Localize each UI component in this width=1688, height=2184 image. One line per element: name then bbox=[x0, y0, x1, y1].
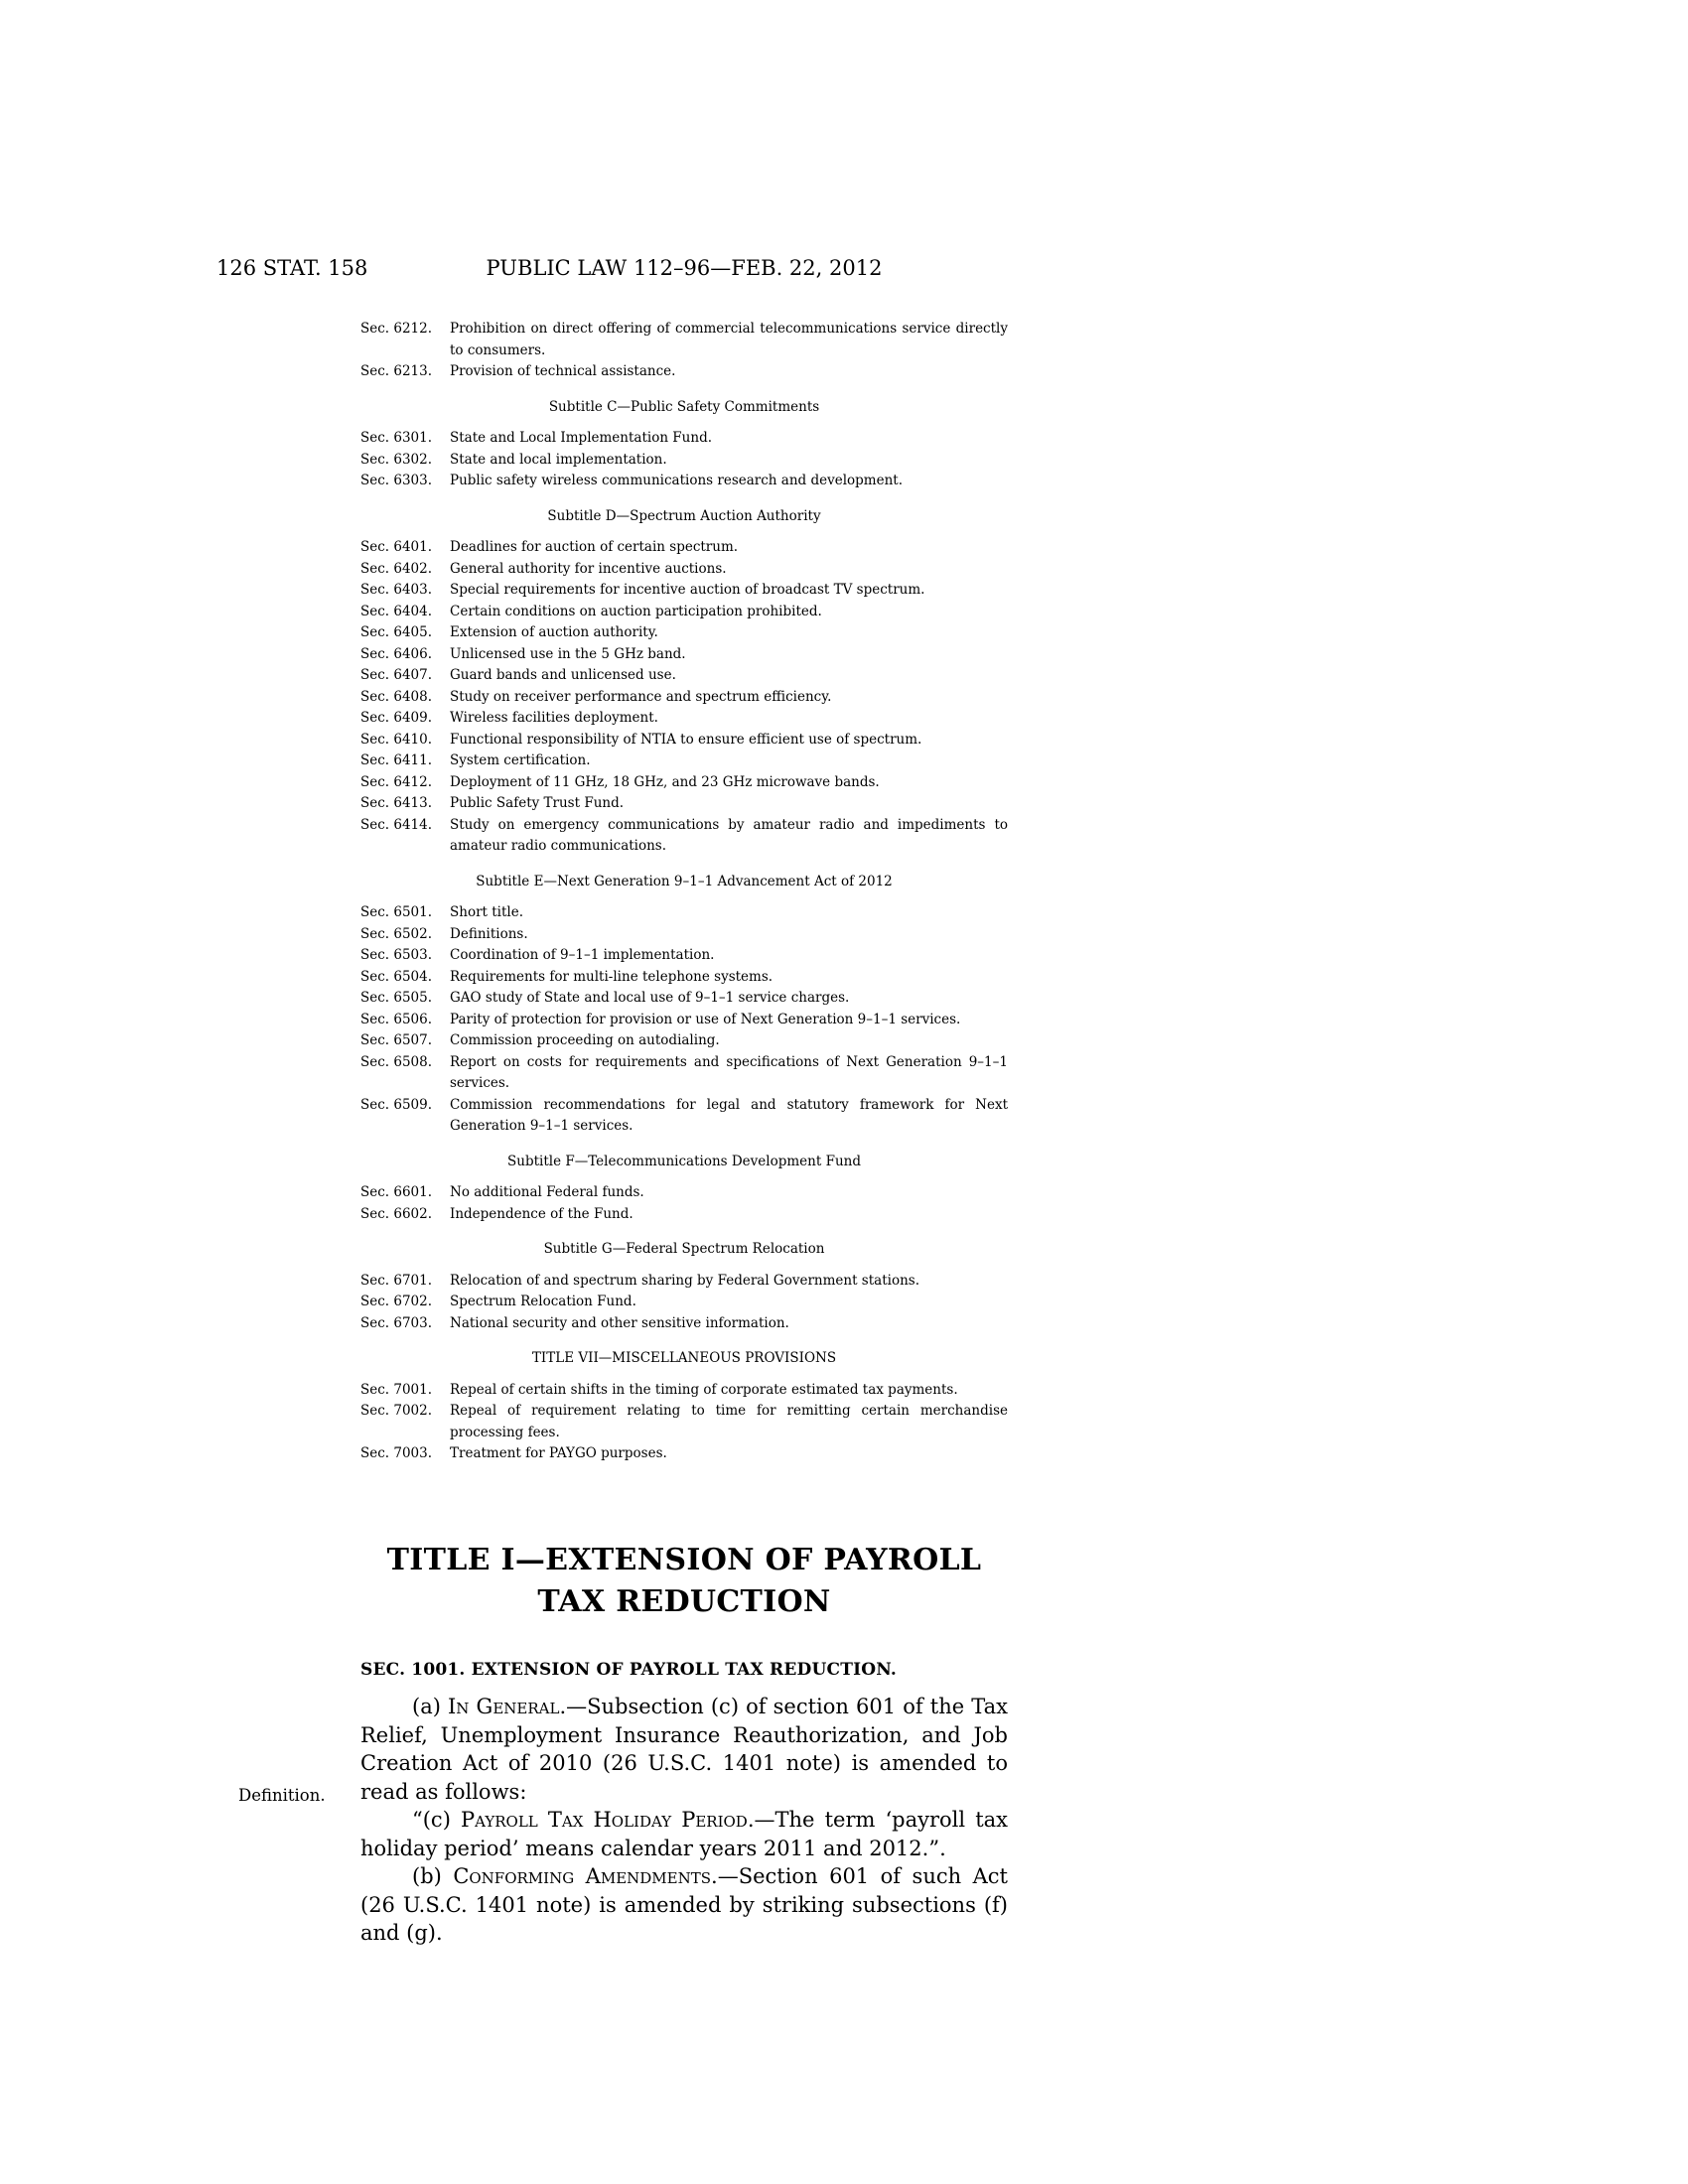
toc-entry-number: Sec. 6702. bbox=[360, 1294, 433, 1309]
toc-entry-text: Commission proceeding on autodialing. bbox=[450, 1032, 720, 1048]
toc-entry-text: Spectrum Relocation Fund. bbox=[450, 1294, 636, 1309]
toc-entry-number: Sec. 6405. bbox=[360, 624, 433, 640]
toc-entry-text: Special requirements for incentive auction of broadcast TV spectrum. bbox=[450, 582, 925, 598]
toc-entry bbox=[360, 1095, 1008, 1138]
toc-entry bbox=[360, 602, 1008, 623]
toc-entry bbox=[360, 1292, 1008, 1313]
toc-entry-text: Certain conditions on auction participation prohibited. bbox=[450, 603, 822, 619]
toc-entry-number: Sec. 6414. bbox=[360, 816, 433, 833]
toc-entry-number: Sec. 6502. bbox=[360, 925, 433, 942]
toc-entry-number: Sec. 6701. bbox=[360, 1272, 433, 1289]
toc-entry bbox=[360, 1380, 1008, 1402]
toc-entry-number: Sec. 6506. bbox=[360, 1011, 433, 1027]
paragraph-a-smallcaps: In General bbox=[448, 1695, 560, 1718]
paragraph-b-smallcaps: Conforming Amendments bbox=[453, 1864, 712, 1888]
toc-entry-text: Report on costs for requirements and specifications of Next Generation 9–1–1 services. bbox=[450, 1053, 1008, 1091]
paragraph-a-text: .—Subsection (c) of section 601 of the Tax Relief, Unemployment Insurance Reauthorization, and Job Creation Act of 2010 (26 U.S.C. 1401 note) is amended to read as follows: bbox=[360, 1695, 1008, 1804]
toc-entry-text: Provision of technical assistance. bbox=[450, 363, 676, 379]
toc-entry-number: Sec. 6404. bbox=[360, 603, 433, 619]
toc-entry-text: Public Safety Trust Fund. bbox=[450, 795, 625, 811]
toc-entry bbox=[360, 793, 1008, 815]
toc-entry-number: Sec. 7001. bbox=[360, 1381, 433, 1398]
toc-entry-number: Sec. 6403. bbox=[360, 582, 433, 598]
toc-entry-text: GAO study of State and local use of 9–1–1 service charges. bbox=[450, 990, 850, 1006]
toc-entry-number: Sec. 6413. bbox=[360, 795, 433, 811]
toc-entry-number: Sec. 6406. bbox=[360, 645, 433, 662]
toc-entry bbox=[360, 665, 1008, 687]
toc-entry-text: Functional responsibility of NTIA to ensure efficient use of spectrum. bbox=[450, 731, 922, 748]
toc-entry bbox=[360, 988, 1008, 1010]
toc-entry-number: Sec. 6410. bbox=[360, 731, 433, 748]
toc-entry-number: Sec. 6508. bbox=[360, 1053, 433, 1070]
toc-entry-number: Sec. 7003. bbox=[360, 1445, 433, 1461]
paragraph-a bbox=[360, 1693, 1008, 1806]
toc-entry bbox=[360, 428, 1008, 450]
toc-entry bbox=[360, 902, 1008, 924]
toc-entry-text: Deadlines for auction of certain spectrum. bbox=[450, 539, 739, 555]
paragraph-c-label: “(c) bbox=[412, 1808, 461, 1832]
toc-entry-number: Sec. 6601. bbox=[360, 1184, 433, 1200]
toc-entry-text: No additional Federal funds. bbox=[450, 1184, 644, 1200]
toc-entry-number: Sec. 6503. bbox=[360, 947, 433, 963]
toc-entry-text: National security and other sensitive information. bbox=[450, 1314, 789, 1331]
toc-entry-number: Sec. 6408. bbox=[360, 688, 433, 705]
toc-subtitle-heading: Subtitle D—Spectrum Auction Authority bbox=[547, 507, 821, 524]
toc-entry bbox=[360, 708, 1008, 730]
toc-entry-text: Treatment for PAYGO purposes. bbox=[450, 1445, 667, 1461]
toc-entry-text: System certification. bbox=[450, 752, 591, 768]
toc-entry-text: Requirements for multi-line telephone systems. bbox=[450, 968, 774, 985]
toc-entry-text: Prohibition on direct offering of commercial telecommunications service directly to consumers. bbox=[450, 321, 1008, 358]
toc-entry bbox=[360, 924, 1008, 946]
toc-entry-text: State and Local Implementation Fund. bbox=[450, 430, 713, 446]
toc-entry bbox=[360, 1313, 1008, 1335]
toc-entry-number: Sec. 6303. bbox=[360, 473, 433, 488]
paragraph-b-text: .—Section 601 of such Act (26 U.S.C. 1401 note) is amended by striking subsections (f) and (g). bbox=[360, 1864, 1008, 1945]
toc-subtitle-heading: Subtitle F—Telecommunications Development Fund bbox=[507, 1153, 861, 1169]
paragraph-b-label: (b) bbox=[412, 1864, 454, 1888]
paragraph-b bbox=[360, 1862, 1008, 1948]
toc-entry-text: Deployment of 11 GHz, 18 GHz, and 23 GHz microwave bands. bbox=[450, 773, 880, 790]
toc-entry bbox=[360, 1182, 1008, 1204]
toc-entry-number: Sec. 6301. bbox=[360, 430, 433, 446]
toc-entry bbox=[360, 945, 1008, 967]
toc-entry-text: Commission recommendations for legal and statutory framework for Next Generation 9–1–1 services. bbox=[450, 1096, 1008, 1134]
toc-subtitle-heading: Subtitle G—Federal Spectrum Relocation bbox=[543, 1241, 825, 1257]
toc-entry-text: Wireless facilities deployment. bbox=[450, 710, 658, 726]
toc-entry-number: Sec. 6505. bbox=[360, 990, 433, 1006]
toc-entry bbox=[360, 1030, 1008, 1052]
body-text bbox=[360, 1693, 1008, 1948]
toc-entry-number: Sec. 6401. bbox=[360, 539, 433, 555]
toc-entry-number: Sec. 6501. bbox=[360, 904, 433, 920]
toc-entry-text: Extension of auction authority. bbox=[450, 624, 658, 640]
toc-entry-number: Sec. 6602. bbox=[360, 1205, 433, 1222]
toc-entry bbox=[360, 471, 1008, 492]
toc-entry-text: Coordination of 9–1–1 implementation. bbox=[450, 947, 715, 963]
toc-entry-text: State and local implementation. bbox=[450, 451, 667, 468]
toc-entry-text: Repeal of requirement relating to time for remitting certain merchandise processing fees. bbox=[450, 1403, 1008, 1440]
toc-entry bbox=[360, 537, 1008, 559]
toc-entry-text: Independence of the Fund. bbox=[450, 1205, 633, 1222]
toc-entry-text: Short title. bbox=[450, 904, 524, 920]
toc-entry-text: General authority for incentive auctions. bbox=[450, 560, 727, 577]
toc-entry-text: Relocation of and spectrum sharing by Federal Government stations. bbox=[450, 1272, 919, 1289]
toc-entry-number: Sec. 6302. bbox=[360, 451, 433, 468]
toc-entry-number: Sec. 7002. bbox=[360, 1403, 433, 1419]
toc-entry-number: Sec. 6407. bbox=[360, 667, 433, 683]
section-1001-heading: SEC. 1001. EXTENSION OF PAYROLL TAX REDUCTION. bbox=[360, 1660, 898, 1680]
toc-entry bbox=[360, 730, 1008, 751]
stat-page-number: 126 STAT. 158 bbox=[216, 256, 368, 280]
paragraph-c-smallcaps: Payroll Tax Holiday Period bbox=[460, 1808, 748, 1832]
toc-entry-number: Sec. 6412. bbox=[360, 773, 433, 790]
toc-entry-text: Guard bands and unlicensed use. bbox=[450, 667, 676, 683]
toc-entry bbox=[360, 580, 1008, 602]
toc-entry-number: Sec. 6509. bbox=[360, 1096, 433, 1113]
toc-entry bbox=[360, 687, 1008, 709]
paragraph-c-text: .—The term ‘payroll tax holiday period’ means calendar years 2011 and 2012.”. bbox=[360, 1808, 1009, 1860]
law-title: PUBLIC LAW 112–96—FEB. 22, 2012 bbox=[486, 256, 883, 280]
toc-subtitle-heading: Subtitle C—Public Safety Commitments bbox=[548, 398, 820, 415]
toc-entry bbox=[360, 751, 1008, 772]
toc-entry-number: Sec. 6409. bbox=[360, 710, 433, 726]
toc-entry bbox=[360, 361, 1008, 383]
title-i-heading: TITLE I—EXTENSION OF PAYROLL TAX REDUCTION bbox=[386, 1543, 982, 1619]
toc-entry-text: Unlicensed use in the 5 GHz band. bbox=[450, 645, 686, 662]
toc-entry bbox=[360, 815, 1008, 858]
toc-entry bbox=[360, 559, 1008, 581]
toc-entry-number: Sec. 6703. bbox=[360, 1314, 433, 1331]
toc-entry bbox=[360, 1204, 1008, 1226]
paragraph-c-quoted bbox=[360, 1806, 1008, 1862]
paragraph-a-label: (a) bbox=[412, 1695, 449, 1718]
toc-entry-text: Repeal of certain shifts in the timing of corporate estimated tax payments. bbox=[450, 1381, 958, 1398]
toc-entry-number: Sec. 6212. bbox=[360, 321, 433, 337]
margin-note-definition: Definition. bbox=[238, 1786, 326, 1805]
toc-entry bbox=[360, 1010, 1008, 1031]
toc-entry-number: Sec. 6411. bbox=[360, 752, 433, 768]
toc-entry bbox=[360, 450, 1008, 472]
toc-subtitle-heading: Subtitle E—Next Generation 9–1–1 Advancement Act of 2012 bbox=[476, 873, 893, 889]
toc-entry bbox=[360, 622, 1008, 644]
toc-entry-text: Parity of protection for provision or use of Next Generation 9–1–1 services. bbox=[450, 1011, 961, 1027]
toc-entry bbox=[360, 772, 1008, 794]
table-of-contents bbox=[360, 319, 1008, 1465]
toc-entry-text: Study on emergency communications by amateur radio and impediments to amateur radio communications. bbox=[450, 816, 1008, 854]
toc-entry bbox=[360, 967, 1008, 989]
toc-entry-text: Study on receiver performance and spectrum efficiency. bbox=[450, 688, 832, 705]
toc-entry-number: Sec. 6504. bbox=[360, 968, 433, 985]
toc-entry bbox=[360, 1271, 1008, 1293]
toc-entry bbox=[360, 1052, 1008, 1095]
toc-entry-text: Definitions. bbox=[450, 925, 528, 942]
toc-title-heading: TITLE VII—MISCELLANEOUS PROVISIONS bbox=[531, 1350, 837, 1366]
toc-entry-number: Sec. 6402. bbox=[360, 560, 433, 577]
toc-entry-number: Sec. 6213. bbox=[360, 363, 433, 379]
toc-entry bbox=[360, 644, 1008, 666]
toc-entry bbox=[360, 1443, 1008, 1465]
toc-entry-text: Public safety wireless communications research and development. bbox=[450, 473, 903, 488]
toc-entry-number: Sec. 6507. bbox=[360, 1032, 433, 1048]
toc-entry bbox=[360, 1401, 1008, 1443]
toc-entry bbox=[360, 319, 1008, 361]
